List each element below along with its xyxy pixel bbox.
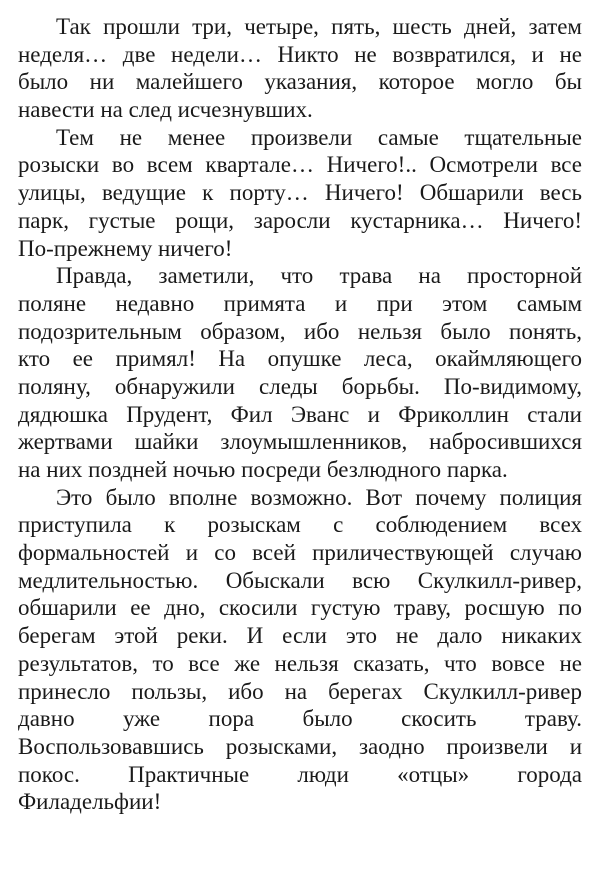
text-line: кто ее примял! На опушке леса, окаймляющего (18, 346, 582, 372)
text-line: неделя… две недели… Никто не возвратился, и не (18, 41, 582, 67)
text-line: обшарили ее дно, скосили густую траву, росшую по (18, 595, 582, 621)
text-line: покос. Практичные люди «отцы» города (18, 761, 582, 787)
text-line: Это было вполне возможно. Вот почему полиция (56, 484, 582, 510)
paragraph (18, 262, 582, 484)
text-line: парк, густые рощи, заросли кустарника… Ничего! (18, 207, 582, 233)
text-line: поляну, обнаружили следы борьбы. По-видимому, (18, 373, 582, 399)
text-line: давно уже пора было скосить траву. (18, 706, 582, 732)
text-line: По-прежнему ничего! (18, 235, 233, 261)
text-line: улицы, ведущие к порту… Ничего! Обшарили весь (18, 180, 582, 206)
text-line: подозрительным образом, ибо нельзя было понять, (18, 318, 582, 344)
text-line: жертвами шайки злоумышленников, набросившихся (18, 429, 582, 455)
text-line: принесло пользы, ибо на берегах Скулкилл-ривер (18, 678, 582, 704)
text-line: Воспользовавшись розысками, заодно произвели и (18, 733, 582, 759)
text-line: поляне недавно примята и при этом самым (18, 290, 582, 316)
text-line: Так прошли три, четыре, пять, шесть дней, затем (56, 14, 582, 39)
text-line: медлительностью. Обыскали всю Скулкилл-ривер, (18, 567, 582, 593)
text-line: дядюшка Прудент, Фил Эванс и Фриколлин стали (18, 401, 582, 427)
text-line: результатов, то все же нельзя сказать, что вовсе не (18, 650, 582, 676)
document-page (18, 13, 582, 816)
text-line: Правда, заметили, что трава на просторной (56, 263, 582, 289)
paragraph (18, 124, 582, 262)
text-line: Филадельфии! (18, 789, 162, 815)
text-line: розыски во всем квартале… Ничего!.. Осмотрели все (18, 152, 582, 178)
text-line: формальностей и со всей приличествующей случаю (18, 540, 582, 566)
text-line: было ни малейшего указания, которое могло бы (18, 69, 582, 95)
text-line: Тем не менее произвели самые тщательные (56, 124, 582, 150)
text-line: навести на след исчезнувших. (18, 97, 313, 123)
text-line: на них поздней ночью посреди безлюдного парка. (18, 457, 508, 482)
text-line: приступила к розыскам с соблюдением всех (18, 512, 582, 538)
paragraph (18, 13, 582, 124)
paragraph (18, 484, 582, 816)
text-line: берегам этой реки. И если это не дало никаких (18, 623, 582, 649)
